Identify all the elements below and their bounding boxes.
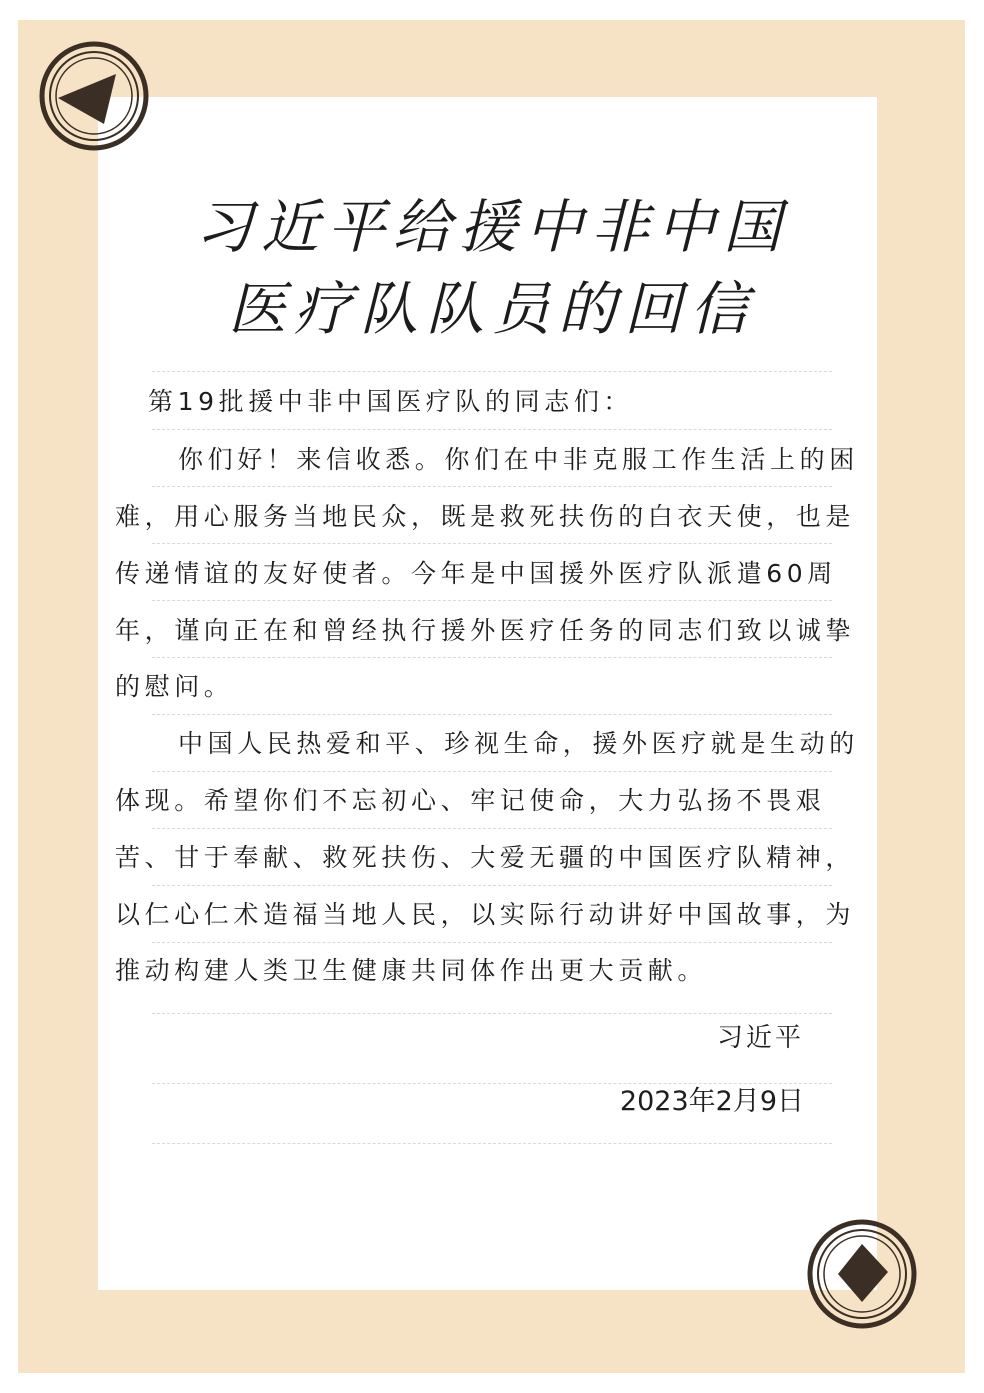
letter-title-line2: 医疗队队员的回信 xyxy=(227,275,756,343)
ruled-line xyxy=(152,942,832,943)
seal-diamond-icon xyxy=(806,1218,918,1330)
paragraph2-line: 苦、甘于奉献、救死扶伤、大爱无疆的中国医疗队精神， xyxy=(115,843,856,872)
perforation-top xyxy=(18,12,965,28)
salutation: 第19批援中非中国医疗队的同志们： xyxy=(148,387,634,416)
paragraph2-line: 以仁心仁术造福当地人民，以实际行动讲好中国故事，为 xyxy=(115,900,856,929)
paragraph2-line: 中国人民热爱和平、珍视生命，援外医疗就是生动的 xyxy=(178,729,859,758)
ruled-line xyxy=(152,714,832,715)
paragraph1-line: 你们好！来信收悉。你们在中非克服工作生活上的困 xyxy=(178,445,859,474)
paragraph1-line: 年，谨向正在和曾经执行援外医疗任务的同志们致以诚挚 xyxy=(115,616,856,645)
seal-triangle-icon xyxy=(38,40,150,152)
letter-date: 2023年2月9日 xyxy=(619,1086,804,1117)
paragraph1-line: 传递情谊的友好使者。今年是中国援外医疗队派遣60周 xyxy=(115,559,837,588)
signature: 习近平 xyxy=(716,1023,804,1053)
ruled-line xyxy=(152,1013,832,1014)
ruled-line xyxy=(152,771,832,772)
paragraph1-line: 难，用心服务当地民众，既是救死扶伤的白衣天使，也是 xyxy=(115,502,856,531)
paragraph1-line: 的慰问。 xyxy=(115,672,234,701)
ruled-line xyxy=(152,429,832,430)
perforation-bottom xyxy=(18,1365,965,1381)
ruled-line xyxy=(152,600,832,601)
ruled-line xyxy=(152,885,832,886)
letter-title-line1: 习近平给援中非中国 xyxy=(194,193,789,261)
paragraph2-line: 体现。希望你们不忘初心、牢记使命，大力弘扬不畏艰 xyxy=(115,786,826,815)
ruled-line xyxy=(152,371,832,372)
ruled-line xyxy=(152,486,832,487)
ruled-line xyxy=(152,828,832,829)
ruled-line xyxy=(152,543,832,544)
paragraph2-line: 推动构建人类卫生健康共同体作出更大贡献。 xyxy=(115,956,708,985)
ruled-line xyxy=(152,657,832,658)
ruled-line xyxy=(152,1143,832,1144)
